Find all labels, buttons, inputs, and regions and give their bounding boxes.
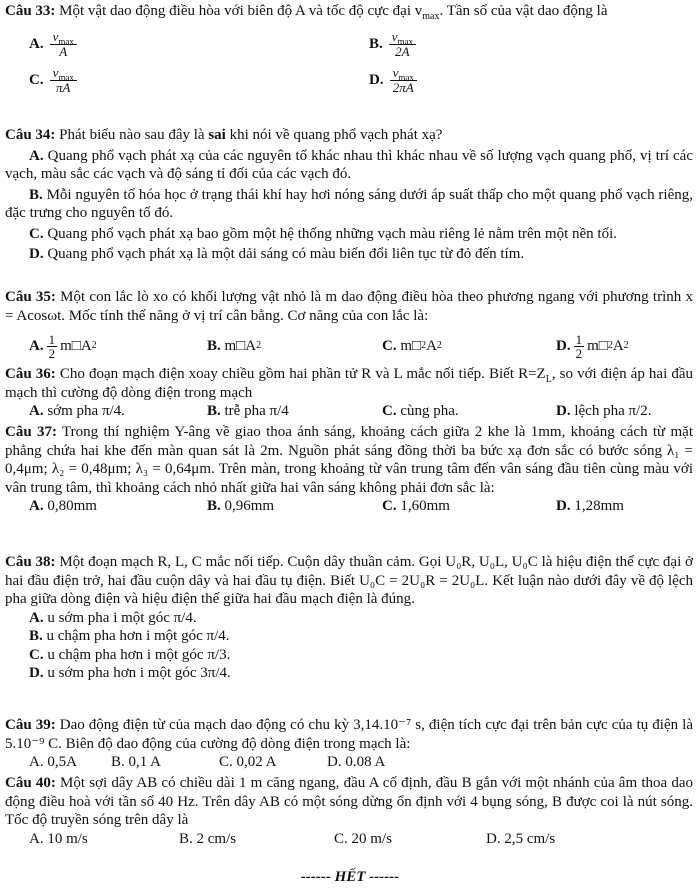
- option-c[interactable]: C. 0,02 A: [219, 754, 277, 770]
- option-a[interactable]: A. 1 2 m□A 2: [29, 331, 97, 361]
- fraction: $\frac{v_{max}}{2A}$: [389, 30, 416, 59]
- question-number: Câu 39:: [5, 717, 56, 733]
- option-d[interactable]: D. u sớm pha hơn i một góc 3π/4.: [29, 665, 231, 681]
- fraction-one-half: 1 2: [575, 331, 583, 361]
- fraction-one-half: 1 2: [48, 331, 56, 361]
- option-a[interactable]: A. sớm pha π/4.: [29, 403, 125, 419]
- question-number: Câu 33:: [5, 3, 56, 19]
- question-33: Câu 33: Một vật dao động điều hòa với biên độ A và tốc độ cực đại $v_{max}$. Tần số của vật dao động là A. $\frac{v_{max}}{A}$ B. $\frac{v_{max}}{2A}$ C. $\frac{v_{max}}{\pi A}$ D. $\frac{v_{max}}{2\pi A}$: [5, 2, 693, 99]
- option-b[interactable]: B. 0,1 A: [111, 754, 162, 770]
- option-d[interactable]: D. $\frac{v_{max}}{2\pi A}$: [363, 63, 417, 99]
- option-d[interactable]: D. 1,28mm: [556, 498, 624, 514]
- question-number: Câu 37:: [5, 424, 57, 440]
- option-d[interactable]: D. 0.08 A: [327, 754, 386, 770]
- option-d[interactable]: D. 2,5 cm/s: [486, 830, 556, 847]
- question-number: Câu 36:: [5, 366, 56, 382]
- option-c[interactable]: C. m□ 2 A 2: [382, 337, 442, 354]
- question-34: Câu 34: Phát biểu nào sau đây là sai khi nói về quang phổ vạch phát xạ? A. Quang phổ vạch phát xạ của các nguyên tố khác nhau thì khác nhau về số lượng vạch quang phổ, vị trí các vạch, màu sắc các vạch và độ sáng tỉ đối của các vạch đó. B. Mỗi nguyên tố hóa học ở trạng thái khí hay hơi nóng sáng dưới áp suất thấp cho một quang phổ vạch riêng, đặc trưng cho nguyên tố đó. C. Quang phổ vạch phát xạ bao gồm một hệ thống những vạch màu riêng lẻ nằm trên một nền tối. D. Quang phổ vạch phát xạ là một dải sáng có màu biến đổi liên tục từ đỏ đến tím.: [5, 127, 693, 262]
- option-a[interactable]: A. u sớm pha i một góc π/4.: [29, 609, 197, 626]
- option-a[interactable]: A. 10 m/s: [29, 830, 88, 847]
- options-row: [5, 830, 693, 849]
- fraction: $\frac{v_{max}}{A}$: [50, 30, 77, 59]
- question-37: Câu 37: Trong thí nghiệm Y-âng về giao thoa ánh sáng, khoảng cách giữa 2 khe là 1mm, khoảng cách từ mặt phẳng chứa hai khe đến màn quan sát là 2m. Nguồn phát sáng đồng thời ba bức xạ đơn sắc có bước sóng λ₁ = 0,4μm; λ₂ = 0,48μm; λ₃ = 0,64μm. Trên màn, trong khoảng từ vân trung tâm đến vân sáng đầu tiên cùng màu với vân trung tâm, thì khoảng cách nhỏ nhất giữa hai vân sáng không phải đơn sắc là: A. 0,80mm B. 0,96mm C. 1,60mm D. 1,28mm: [5, 424, 693, 514]
- option-c[interactable]: C. $\frac{v_{max}}{\pi A}$: [5, 63, 363, 99]
- question-35: Câu 35: Một con lắc lò xo có khối lượng vật nhỏ là m dao động điều hòa theo phương ngang với phương trình x = Acosωt. Mốc tính thế năng ở vị trí cân bằng. Cơ năng của con lắc là: A. 1 2 m□A 2 B. m□A 2 C. m□ 2 A 2 D. 1 2 m□ 2 A 2: [5, 288, 693, 363]
- option-b[interactable]: B. 2 cm/s: [179, 830, 237, 847]
- option-a[interactable]: A. 0,80mm: [29, 498, 97, 514]
- option-c[interactable]: C. Quang phổ vạch phát xạ bao gồm một hệ thống những vạch màu riêng lẻ nằm trên một nền tối.: [29, 225, 618, 242]
- options-row: [5, 402, 693, 421]
- fraction: $\frac{v_{max}}{\pi A}$: [50, 66, 77, 95]
- question-number: Câu 35:: [5, 289, 56, 305]
- option-b[interactable]: B. $\frac{v_{max}}{2A}$: [363, 27, 416, 63]
- option-c[interactable]: C. 20 m/s: [334, 830, 392, 847]
- option-b[interactable]: B. trễ pha π/4: [207, 403, 289, 419]
- option-a[interactable]: A. $\frac{v_{max}}{A}$: [5, 27, 363, 63]
- option-d[interactable]: D. Quang phổ vạch phát xạ là một dải sáng có màu biến đổi liên tục từ đỏ đến tím.: [29, 246, 525, 262]
- option-c[interactable]: C. 1,60mm: [382, 498, 450, 514]
- question-40: Câu 40: Một sợi dây AB có chiều dài 1 m căng ngang, đầu A cố định, đầu B gắn với một nhánh của âm thoa dao động điều hoà với tần số 40 Hz. Trên dây AB có một sóng dừng ổn định với 4 bụng sóng, B được coi là nút sóng. Tốc độ truyền sóng trên dây là A. 10 m/s B. 2 cm/s C. 20 m/s D. 2,5 cm/s: [5, 775, 693, 847]
- question-number: Câu 38:: [5, 554, 56, 570]
- option-b[interactable]: B. u chậm pha hơn i một góc π/4.: [29, 628, 230, 644]
- options-row: [5, 329, 693, 363]
- option-b[interactable]: B. 0,96mm: [207, 498, 275, 514]
- option-d[interactable]: D. lệch pha π/2.: [556, 403, 652, 419]
- option-b[interactable]: B. m□A 2: [207, 337, 262, 354]
- options-row: [5, 753, 693, 772]
- options-row: [5, 27, 693, 63]
- option-d[interactable]: D. 1 2 m□ 2 A 2: [556, 331, 629, 361]
- option-c[interactable]: C. cùng pha.: [382, 403, 459, 419]
- question-number: Câu 40:: [5, 775, 56, 791]
- option-a[interactable]: A. Quang phổ vạch phát xạ của các nguyên tố khác nhau thì khác nhau về số lượng vạch quang phổ, vị trí các vạch, màu sắc các vạch và độ sáng tỉ đối của các vạch đó.: [5, 147, 693, 182]
- option-a[interactable]: A. 0,5A: [29, 754, 77, 770]
- question-39: Câu 39: Dao động điện từ của mạch dao động có chu kỳ 3,14.10⁻⁷ s, điện tích cực đại trên bản cực của tụ điện là 5.10⁻⁹ C. Biên độ dao động của cường độ dòng điện trong mạch là: A. 0,5A B. 0,1 A C. 0,02 A D. 0.08 A: [5, 717, 694, 770]
- option-b[interactable]: B. Mỗi nguyên tố hóa học ở trạng thái khí hay hơi nóng sáng dưới áp suất thấp cho một quang phổ vạch riêng, đặc trưng cho nguyên tố đó.: [5, 186, 693, 221]
- options-row: [5, 63, 693, 99]
- option-c[interactable]: C. u chậm pha hơn i một góc π/3.: [29, 646, 231, 663]
- question-number: Câu 34:: [5, 127, 56, 143]
- question-36: Câu 36: Cho đoạn mạch điện xoay chiều gồm hai phần tử R và L mắc nối tiếp. Biết $R=Z_L$, so với điện áp hai đầu mạch thì cường độ dòng điện trong mạch A. sớm pha π/4. B. trễ pha π/4 C. cùng pha. D. lệch pha π/2.: [5, 366, 693, 419]
- fraction: $\frac{v_{max}}{2\pi A}$: [390, 66, 417, 95]
- question-38: Câu 38: Một đoạn mạch R, L, C mắc nối tiếp. Cuộn dây thuần cảm. Gọi U₀R, U₀L, U₀C là hiệu điện thế cực đại ở hai đầu điện trở, hai đầu cuộn dây và hai đầu tụ điện. Biết U₀C = 2U₀R = 2U₀L. Kết luận nào dưới đây về độ lệch pha giữa dòng điện và hiệu điện thế giữa hai đầu mạch điện là đúng. A. u sớm pha i một góc π/4. B. u chậm pha hơn i một góc π/4. C. u chậm pha hơn i một góc π/3. D. u sớm pha hơn i một góc 3π/4.: [5, 554, 694, 681]
- end-marker: ------ HẾT ------: [300, 869, 400, 885]
- options-row: [5, 497, 693, 516]
